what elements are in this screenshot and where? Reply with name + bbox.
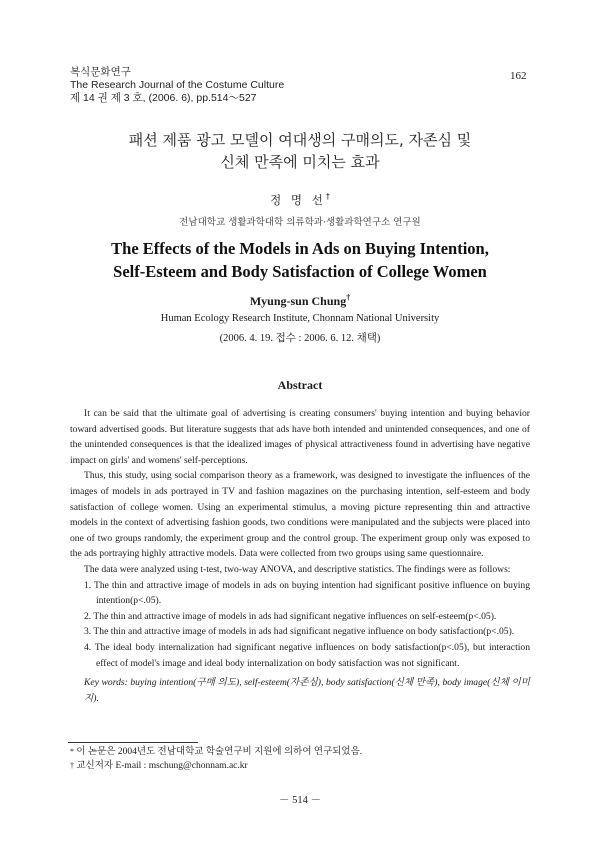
footnote-1-mark: *: [70, 747, 74, 756]
author-en-mark: †: [346, 293, 351, 302]
footnote-1-text: 이 논문은 2004년도 전남대학교 학술연구비 지원에 의하여 연구되었음.: [76, 747, 363, 757]
author-mark: †: [325, 192, 330, 202]
finding-item: 1. The thin and attractive image of models in ads on buying intention had significant positive influence on buying intention(p<.05).: [84, 579, 530, 607]
title-kr-line1: 패션 제품 광고 모델이 여대생의 구매의도, 자존심 및: [128, 131, 472, 149]
abstract-paragraph-3: The data were analyzed using t-test, two-way ANOVA, and descriptive statistics. The findings were as follows:: [84, 563, 511, 575]
affiliation-en: Human Ecology Research Institute, Chonnam National University: [160, 313, 440, 324]
author-en: [0, 293, 600, 309]
footnotes: [70, 745, 362, 773]
finding-item: 4. The ideal body internalization had significant negative influences on body satisfaction(p<.05), but interaction effect of model's image and ideal body internalization on body satisfaction was not significant.: [84, 641, 530, 669]
abstract-heading: Abstract: [277, 378, 323, 392]
journal-name-en: The Research Journal of the Costume Culture: [70, 79, 285, 91]
title-en-line2: Self-Esteem and Body Satisfaction of College Women: [113, 262, 487, 281]
received-accepted-dates: (2006. 4. 19. 접수 : 2006. 6. 12. 채택): [219, 333, 381, 344]
finding-item: 2. The thin and attractive image of models in ads had significant negative influences on self-esteem(p<.05).: [84, 610, 497, 622]
author-kr: [0, 192, 600, 208]
title-en-line1: The Effects of the Models in Ads on Buying Intention,: [111, 239, 489, 258]
keywords: Key words: buying intention(구매 의도), self-esteem(자존심), body satisfaction(신체 만족), body image(신체 이미지).: [84, 677, 530, 704]
journal-name-kr: 복식문화연구: [70, 66, 131, 78]
footnote-2: [70, 759, 362, 773]
footnote-2-mark: †: [70, 761, 74, 770]
title-kr-line2: 신체 만족에 미치는 효과: [220, 153, 380, 171]
affiliation-kr: 전남대학교 생활과학대학 의류학과·생활과학연구소 연구원: [179, 217, 421, 228]
page-number-bottom: － 514 －: [279, 795, 321, 806]
finding-item: 3. The thin and attractive image of models in ads had significant negative influence on body satisfaction(p<.05).: [84, 626, 515, 638]
author-en-name: Myung-sun Chung: [249, 294, 347, 308]
footnote-1: [70, 745, 362, 759]
page-number-top: 162: [510, 70, 527, 82]
abstract-paragraph-2: Thus, this study, using social comparison theory as a framework, was designed to investigate the influences of the images of models in ads portrayed in TV and fashion magazines on the purchasing intention, self-esteem and body satisfaction of college women. Using an experimental stimulus, a moving picture representing thin and attractive models in the context of advertising fashion goods, two conditions were manipulated and the subjects were placed into one of two groups randomly, the experiment group and the control group. The experiment group only was exposed to the ads portraying highly attractive models. Data were collected from two groups using same questionnaire.: [70, 470, 530, 560]
journal-volume: 제 14 권 제 3 호, (2006. 6), pp.514～527: [70, 92, 257, 104]
abstract-body: [70, 406, 530, 706]
author-kr-name: 정 명 선: [270, 193, 326, 207]
footnote-divider: [68, 742, 198, 743]
abstract-paragraph-1: It can be said that the ultimate goal of advertising is creating consumers' buying intention and buying behavior toward advertised goods. But literature suggests that ads have both intended and unintended consequences, and one of the unintended consequences is that the idealized images of physical attractiveness found in advertising have negative impact on girls' and womens' self-perceptions.: [70, 408, 530, 466]
journal-header: [70, 66, 284, 105]
footnote-2-text: 교신저자 E-mail : mschung@chonnam.ac.kr: [76, 761, 248, 771]
findings-list: [70, 578, 530, 672]
